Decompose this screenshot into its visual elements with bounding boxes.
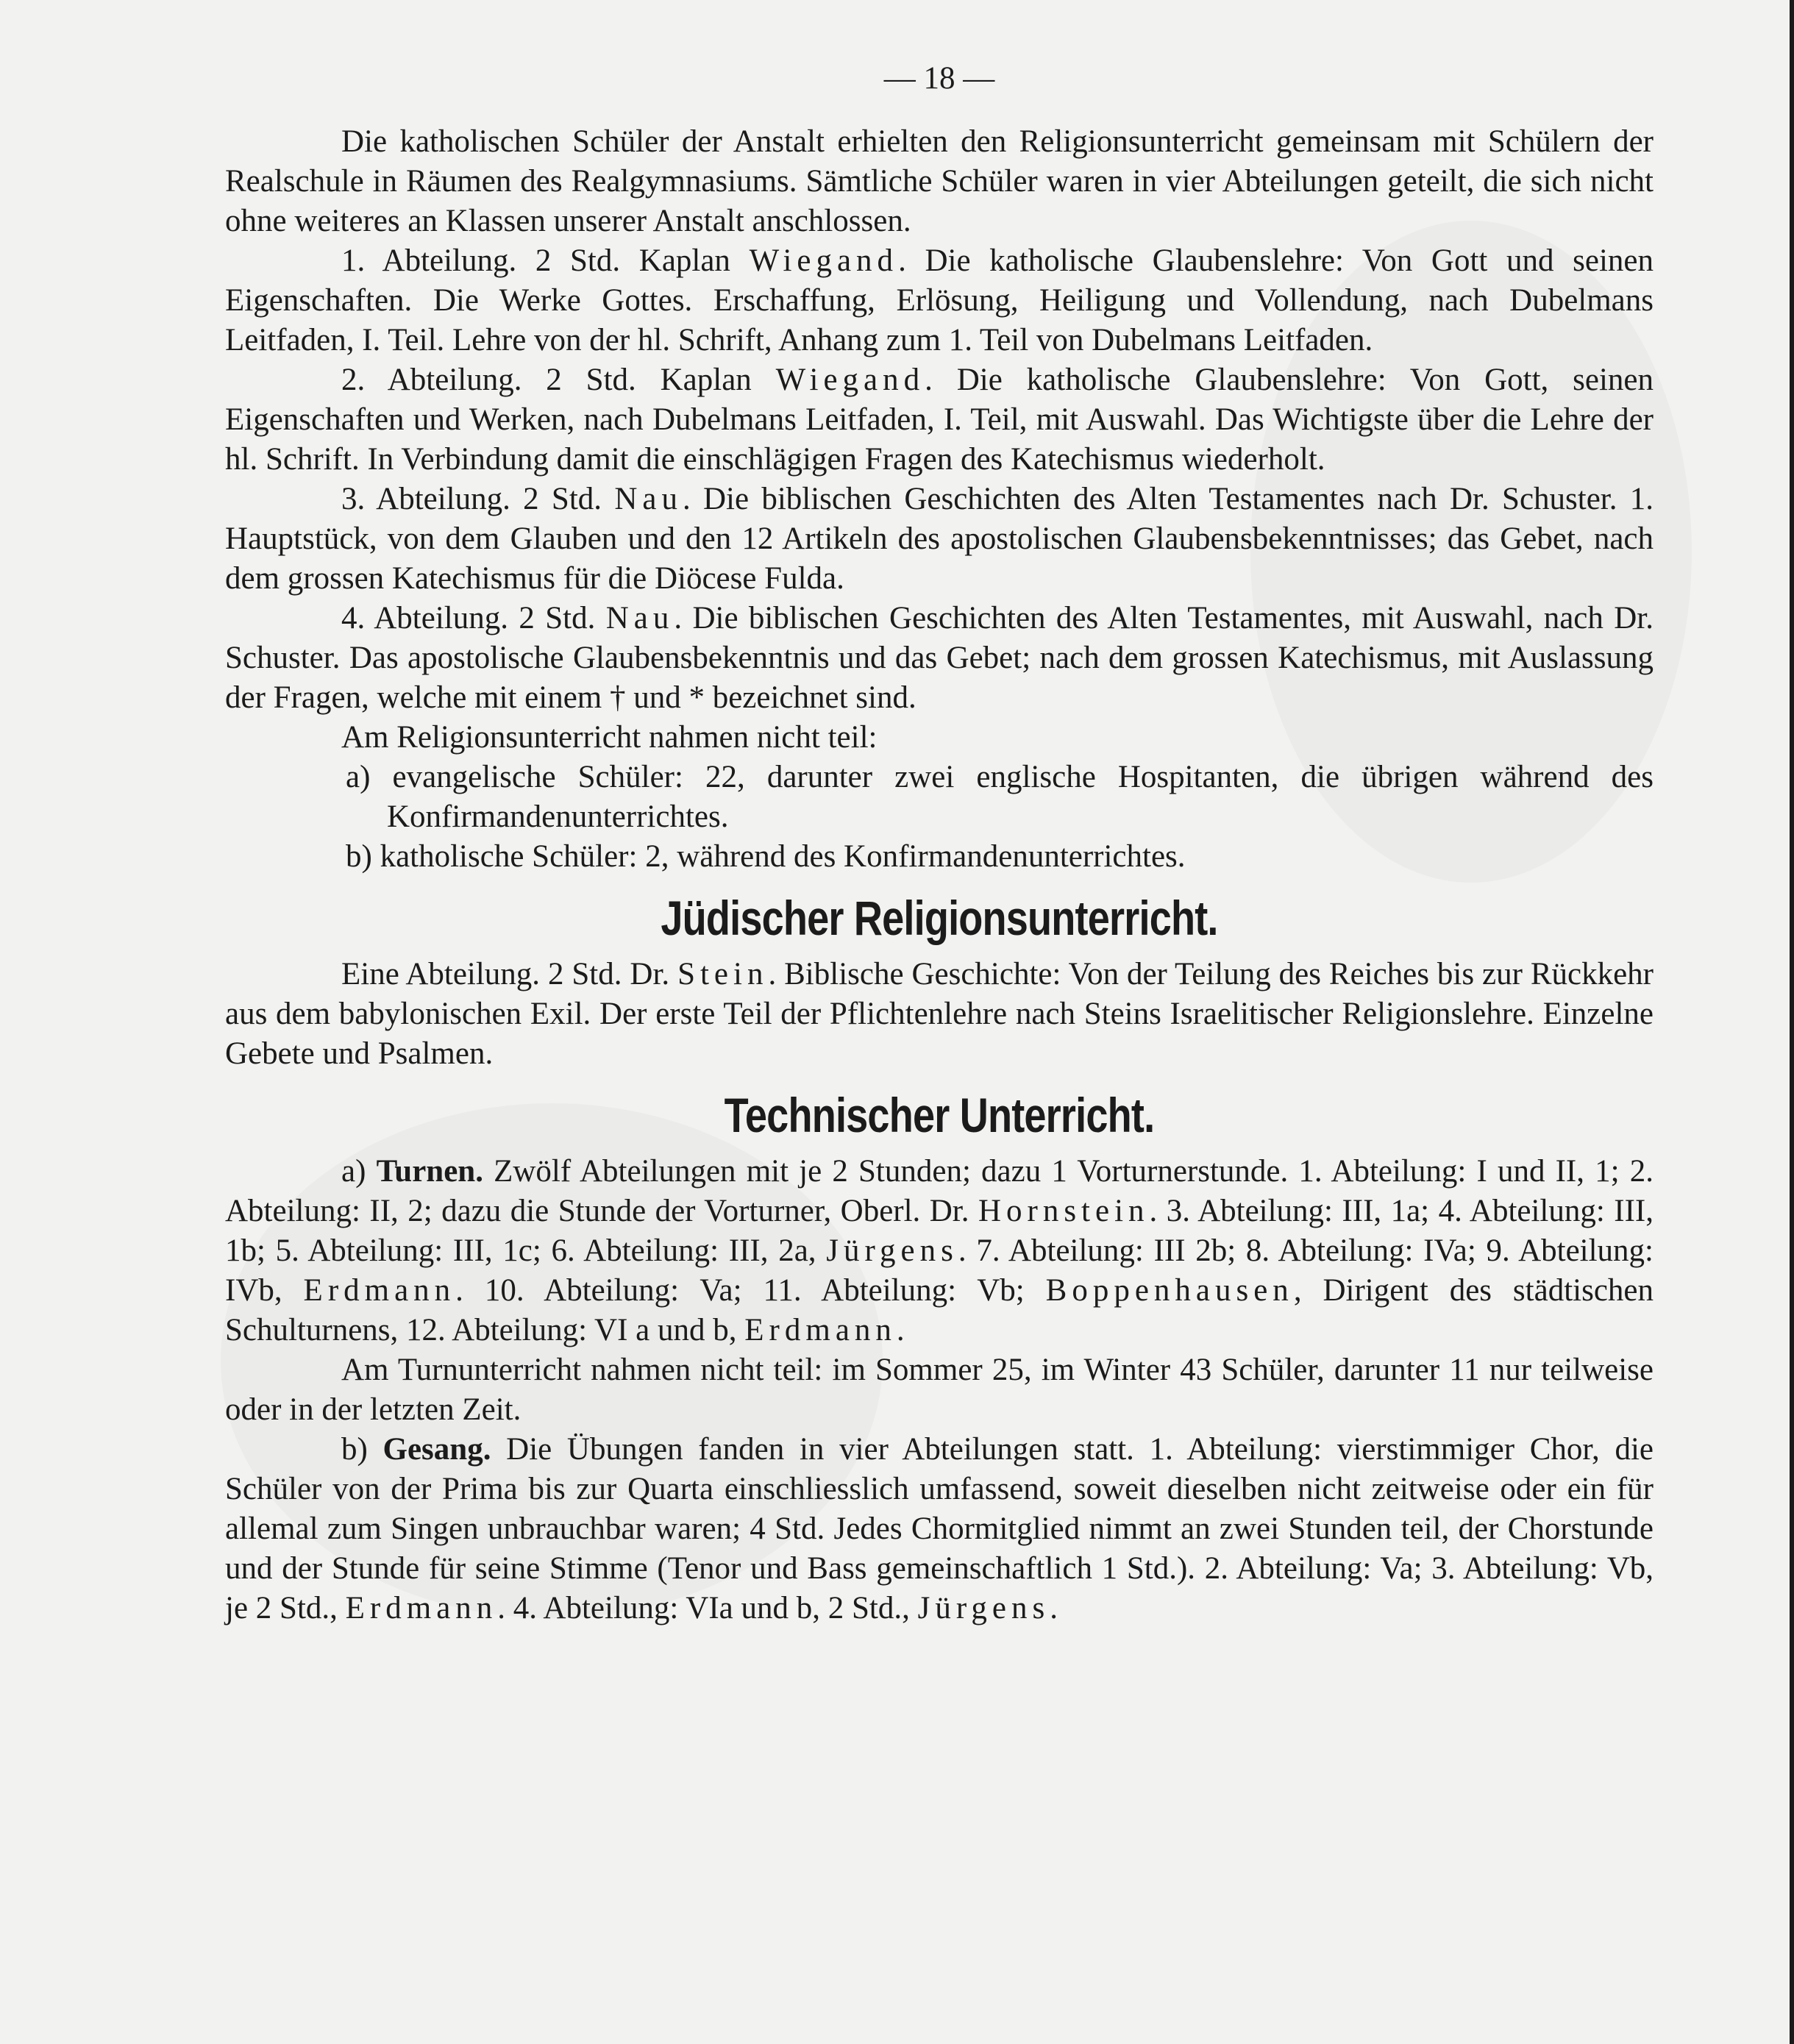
teacher-name: Nau	[614, 482, 683, 516]
catholic-intro-paragraph: Die katholischen Schüler der Anstalt erhielten den Religionsunterricht gemeinsam mit Schülern der Realschule in Räumen des Realgymnasiums. Sämtliche Schüler waren in vier Abteilungen geteilt, die sich nicht ohne weiteres an Klassen unserer Anstalt anschlossen.	[225, 124, 1654, 238]
page-number: — 18 —	[883, 61, 995, 96]
turnen-exempt-paragraph: Am Turnunterricht nahmen nicht teil: im Sommer 25, im Winter 43 Schüler, darunter 11 nur teilweise oder in der letzten Zeit.	[225, 1353, 1654, 1427]
catholic-division-1: 1. Abteilung. 2 Std. Kaplan Wiegand. Die katholische Glaubenslehre: Von Gott und seinen Eigenschaften. Die Werke Gottes. Erschaffung, Erlösung, Heiligung und Vollendung, nach Dubelmans Leitfaden, I. Teil. Lehre von der hl. Schrift, Anhang zum 1. Teil von Dubelmans Leitfaden.	[225, 243, 1654, 357]
exempt-item-b: b) katholische Schüler: 2, während des Konfirmandenunterrichtes.	[346, 839, 1186, 874]
turnen-label: Turnen.	[376, 1154, 483, 1189]
teacher-name: Hornstein	[978, 1194, 1150, 1228]
technical-section-heading: Technischer Unterricht.	[724, 1088, 1155, 1142]
teacher-name: Erdmann	[303, 1273, 456, 1308]
teacher-name: Jürgens	[917, 1591, 1050, 1625]
teacher-name: Nau	[605, 601, 674, 635]
jewish-section-heading: Jüdischer Religionsunterricht.	[661, 891, 1218, 945]
catholic-division-4: 4. Abteilung. 2 Std. Nau. Die biblischen Geschichten des Alten Testamentes, mit Auswahl, nach Dr. Schuster. Das apostolische Glaubensbekenntnis und das Gebet; nach dem grossen Katechismus, mit Auslassung der Fragen, welche mit einem † und * bezeichnet sind.	[225, 601, 1654, 715]
teacher-name: Erdmann	[744, 1313, 897, 1347]
catholic-division-3: 3. Abteilung. 2 Std. Nau. Die biblischen Geschichten des Alten Testamentes nach Dr. Schuster. 1. Hauptstück, von dem Glauben und den 12 Artikeln des apostolischen Glaubensbekenntnisses; das Gebet, nach dem grossen Katechismus für die Diöcese Fulda.	[225, 482, 1654, 596]
page-body	[225, 59, 1654, 1628]
exempt-intro: Am Religionsunterricht nahmen nicht teil:	[341, 720, 878, 755]
teacher-name: Wiegand	[775, 363, 925, 397]
gesang-paragraph: b) Gesang. Die Übungen fanden in vier Abteilungen statt. 1. Abteilung: vierstimmiger Chor, die Schüler von der Prima bis zur Quarta einschliesslich umfassend, soweit dieselben nicht zeitweise oder ein für allemal zum Singen unbrauchbar waren; 4 Std. Jedes Chormitglied nimmt an zwei Stunden teil, der Chorstunde und der Stunde für seine Stimme (Tenor und Bass gemeinschaftlich 1 Std.). 2. Abteilung: Va; 3. Abteilung: Vb, je 2 Std., Erdmann. 4. Abteilung: VIa und b, 2 Std., Jürgens.	[225, 1432, 1654, 1625]
gesang-label: Gesang.	[382, 1432, 491, 1467]
exempt-item-a: a) evangelische Schüler: 22, darunter zwei englische Hospitanten, die übrigen während des Konfirmandenunterrichtes.	[346, 760, 1654, 834]
teacher-name: Erdmann	[345, 1591, 498, 1625]
teacher-name: Boppenhausen	[1045, 1273, 1294, 1308]
teacher-name: Stein	[677, 957, 769, 991]
teacher-name: Jürgens	[826, 1233, 958, 1268]
scan-edge	[1790, 0, 1794, 2044]
catholic-division-2: 2. Abteilung. 2 Std. Kaplan Wiegand. Die katholische Glaubenslehre: Von Gott, seinen Eigenschaften und Werken, nach Dubelmans Leitfaden, I. Teil, mit Auswahl. Das Wichtigste über die Lehre der hl. Schrift. In Verbindung damit die einschlägigen Fragen des Katechismus wiederholt.	[225, 363, 1654, 477]
jewish-division: Eine Abteilung. 2 Std. Dr. Stein. Biblische Geschichte: Von der Teilung des Reiches bis zur Rückkehr aus dem babylonischen Exil. Der erste Teil der Pflichtenlehre nach Steins Israelitischer Religionslehre. Einzelne Gebete und Psalmen.	[225, 957, 1654, 1071]
turnen-paragraph: a) Turnen. Zwölf Abteilungen mit je 2 Stunden; dazu 1 Vorturnerstunde. 1. Abteilung: I und II, 1; 2. Abteilung: II, 2; dazu die Stunde der Vorturner, Oberl. Dr. Hornstein. 3. Abteilung: III, 1a; 4. Abteilung: III, 1b; 5. Abteilung: III, 1c; 6. Abteilung: III, 2a, Jürgens. 7. Abteilung: III 2b; 8. Abteilung: IVa; 9. Abteilung: IVb, Erdmann. 10. Abteilung: Va; 11. Abteilung: Vb; Boppenhausen, Dirigent des städtischen Schulturnens, 12. Abteilung: VI a und b, Erdmann.	[225, 1154, 1654, 1347]
teacher-name: Wiegand	[749, 243, 899, 278]
